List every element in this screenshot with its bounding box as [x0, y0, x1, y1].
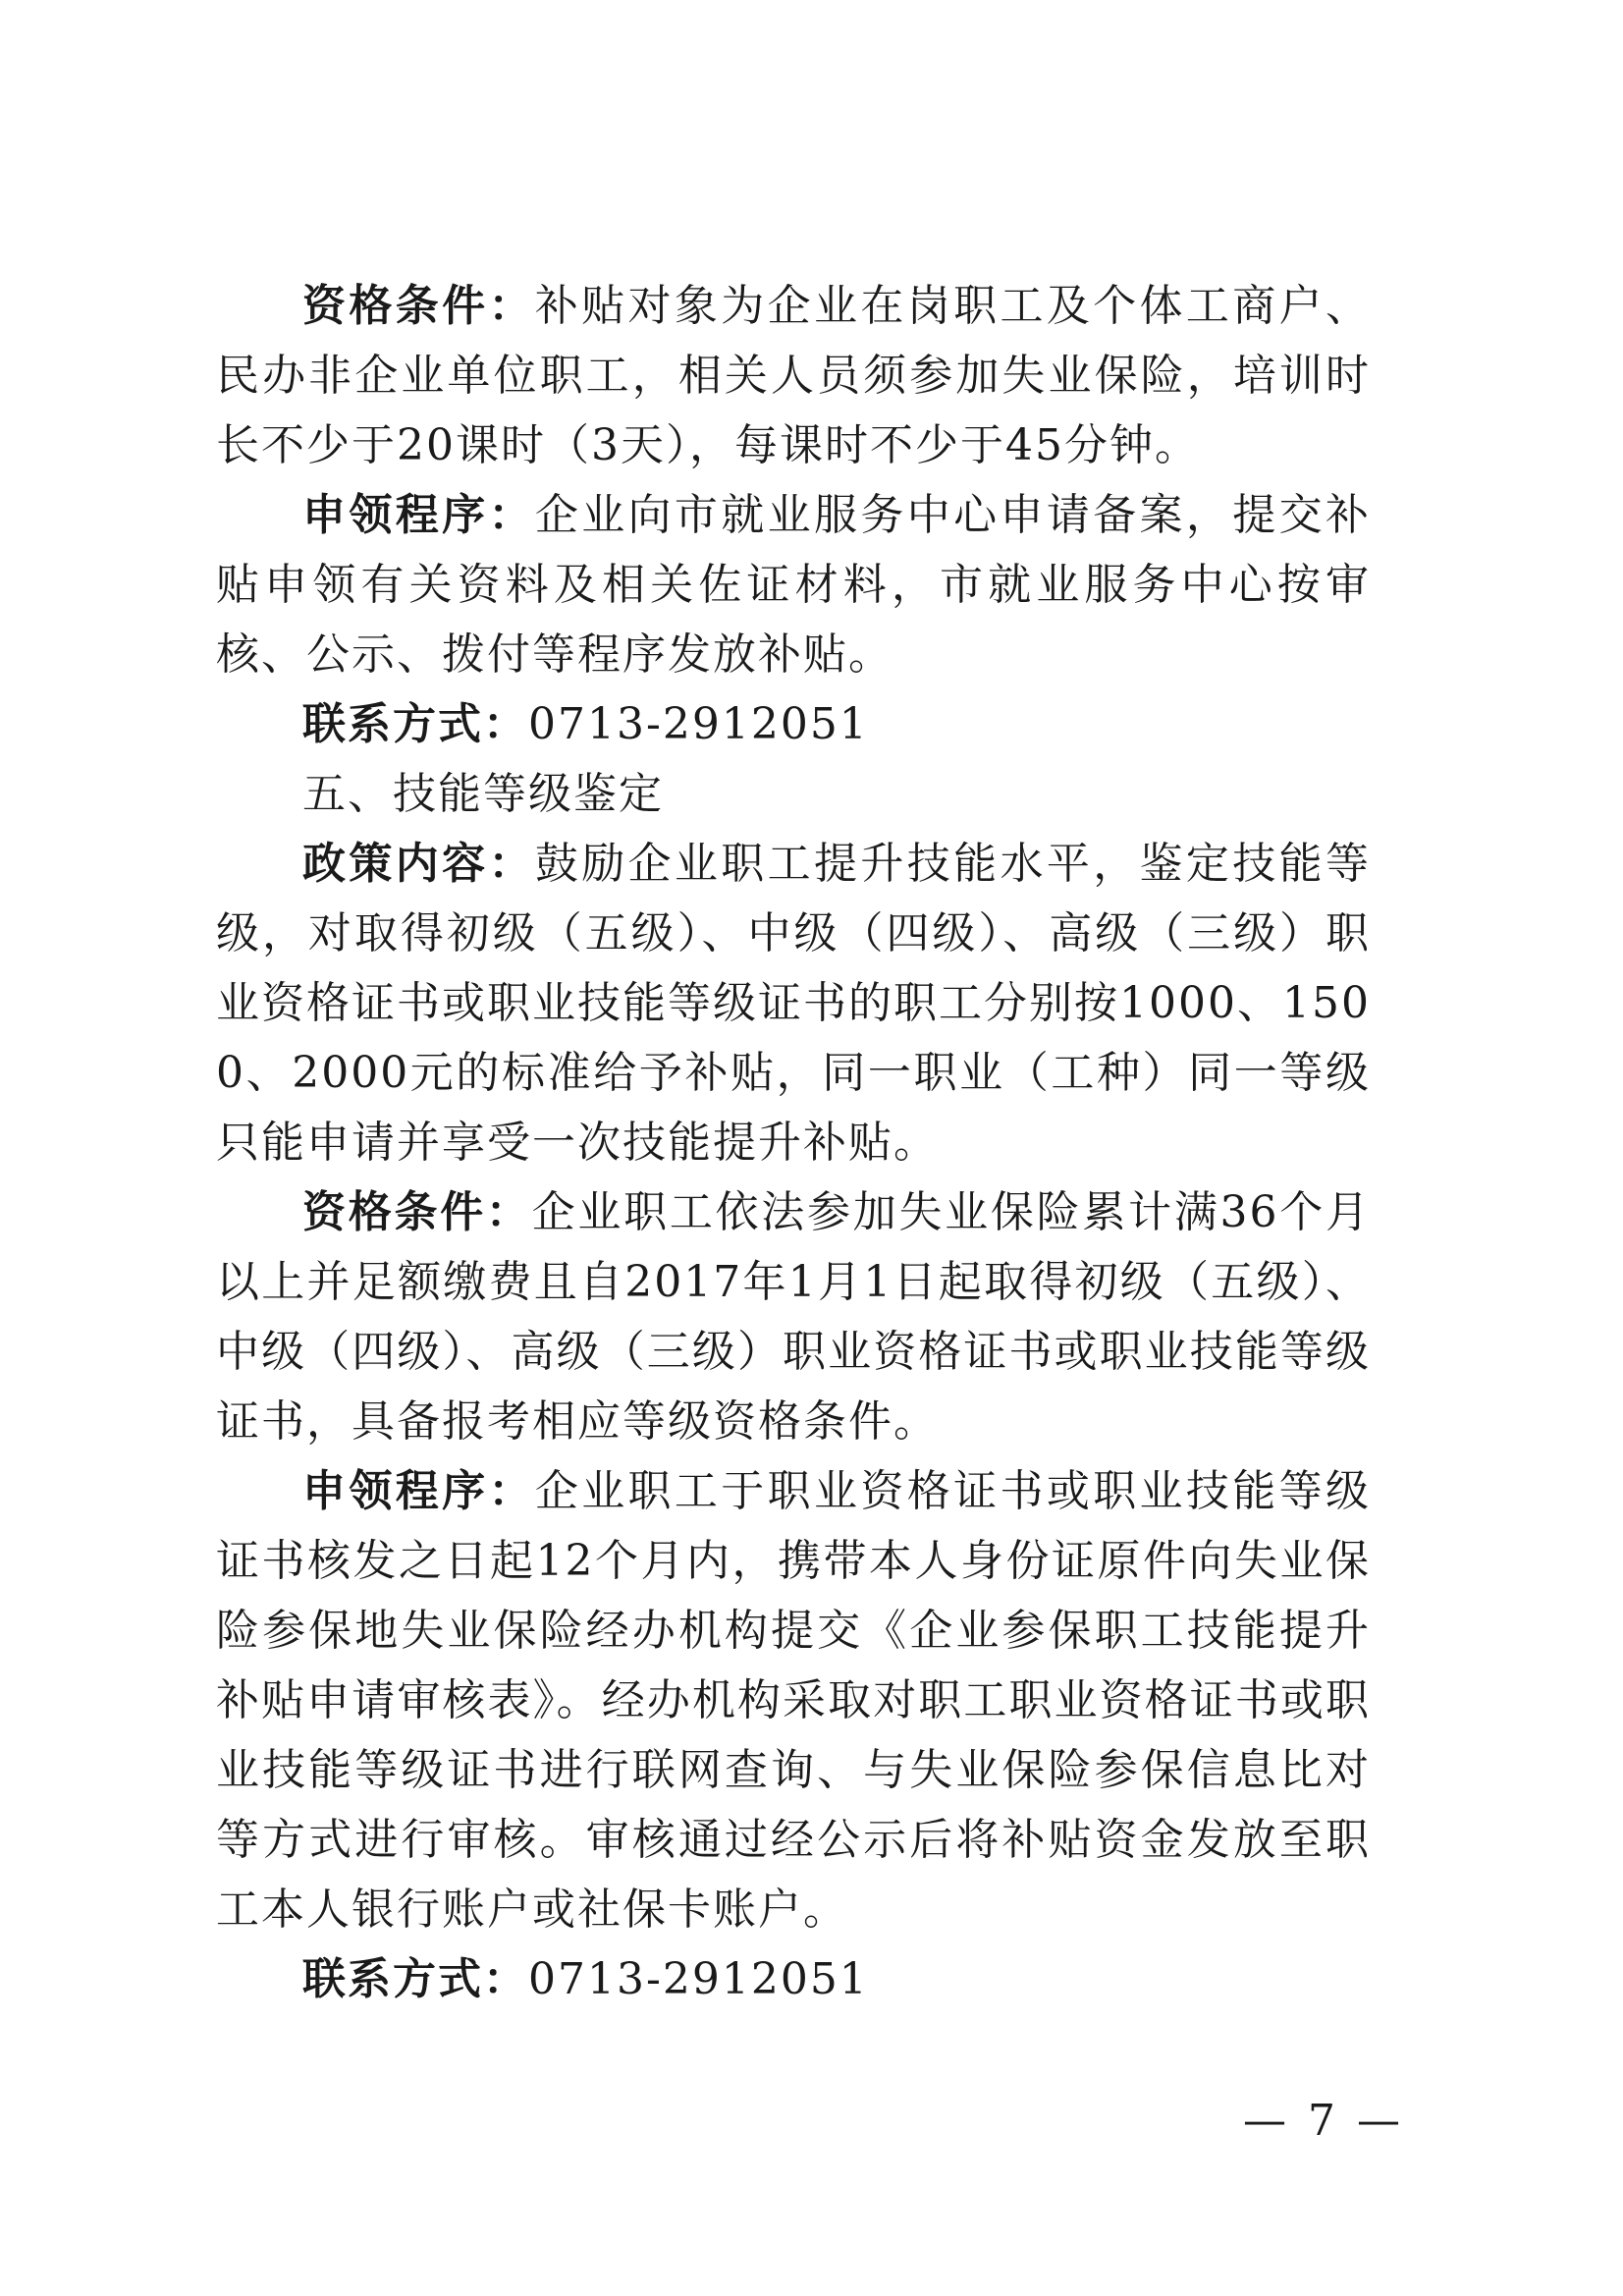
qualification-label: 资格条件： — [302, 281, 535, 331]
section5-qualification-paragraph — [216, 1177, 1371, 1456]
section5-procedure-paragraph — [216, 1456, 1371, 1944]
policy-text: 鼓励企业职工提升技能水平，鉴定技能等级，对取得初级（五级）、中级（四级）、高级（三级）职业资格证书或职业技能等级证书的职工分别按1000、1500、2000元的标准给予补贴，同一职业（工种）同一等级只能申请并享受一次技能提升补贴。 — [216, 839, 1372, 1168]
section5-procedure-text: 企业职工于职业资格证书或职业技能等级证书核发之日起12个月内，携带本人身份证原件向失业保险参保地失业保险经办机构提交《企业参保职工技能提升补贴申请审核表》。经办机构采取对职工职业资格证书或职业技能等级证书进行联网查询、与失业保险参保信息比对等方式进行审核。审核通过经公示后将补贴资金发放至职工本人银行账户或社保卡账户。 — [216, 1466, 1372, 1935]
section5-qualification-label: 资格条件： — [302, 1187, 532, 1237]
policy-label: 政策内容： — [302, 839, 535, 889]
section5-contact-label: 联系方式： — [302, 1954, 528, 2004]
policy-paragraph — [216, 829, 1371, 1177]
document-body — [216, 271, 1371, 2014]
contact-label: 联系方式： — [302, 699, 528, 749]
contact-text: 0713-2912051 — [528, 699, 869, 749]
contact-paragraph — [216, 689, 1371, 759]
procedure-label: 申领程序： — [302, 490, 535, 540]
section-heading: 五、技能等级鉴定 — [302, 769, 664, 819]
qualification-paragraph — [216, 271, 1371, 480]
section5-procedure-label: 申领程序： — [302, 1466, 535, 1516]
section5-contact-paragraph — [216, 1944, 1371, 2014]
page-number: — 7 — — [1243, 2096, 1404, 2146]
section5-contact-text: 0713-2912051 — [528, 1954, 869, 2004]
section5-qualification-text: 企业职工依法参加失业保险累计满36个月以上并足额缴费且自2017年1月1日起取得初级（五级）、中级（四级）、高级（三级）职业资格证书或职业技能等级证书，具备报考相应等级资格条件。 — [216, 1187, 1371, 1447]
procedure-paragraph — [216, 480, 1371, 689]
qualification-text: 补贴对象为企业在岗职工及个体工商户、民办非企业单位职工，相关人员须参加失业保险，培训时长不少于20课时（3天），每课时不少于45分钟。 — [216, 281, 1372, 470]
procedure-text: 企业向市就业服务中心申请备案，提交补贴申领有关资料及相关佐证材料，市就业服务中心按审核、公示、拨付等程序发放补贴。 — [216, 490, 1372, 680]
